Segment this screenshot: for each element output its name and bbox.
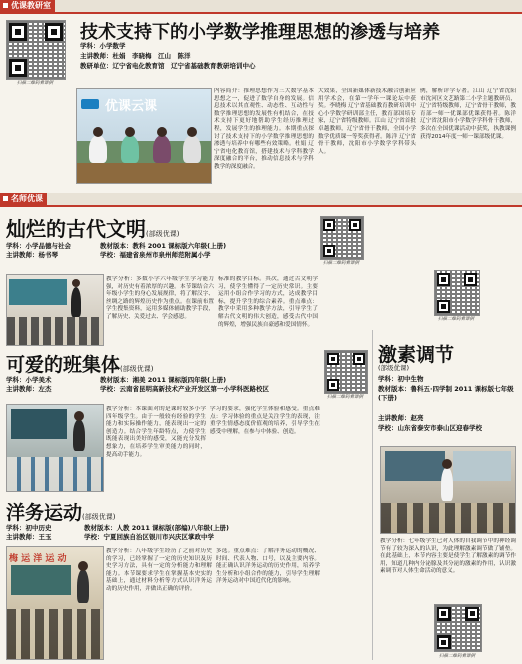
qr-caption: 扫描二维码看课例 [327,395,363,400]
lesson-subject: 学科：小学美术 [6,376,52,384]
video-banner: 优课云课 [105,99,158,114]
lesson-teacher: 主讲教师：左杰 [6,385,52,393]
lesson-title-text: 灿烂的古代文明 [6,217,146,241]
qr-code [434,270,480,316]
lesson-body-4a: 教学分析：七年级学生已对人体的自我调节中的神经调节有了较为深入的认识，为此理解激素调节做了铺垫。在此基础上，本节内容主要是使学生了解激素的调节作用，知道几种内分泌腺及其分泌的激素的作用，认识激素调节对人体生命活动的意义。 [380,538,516,575]
lesson-tag: (部级优课) [146,230,180,238]
lesson-tag: (部级优课) [82,513,116,521]
page-title: 技术支持下的小学数学推理思想的渗透与培养 [80,22,440,43]
lesson-body-1b: 标准的教学目标。其次，通过古文明学习，使学生懂得了一定历史常识。主要运用小组合作学习的方式，达成教学目标，提升学生的综合素养。重点难点：教学中采用多种教学方法，引导学生了解古代文明的伟大创造，感受古代中国的辉煌，增强民族自豪感和爱国情怀。 [218,276,318,328]
column-divider [372,330,373,660]
lesson-photo[interactable] [6,546,104,660]
qr-code [6,20,66,80]
lesson-body-1a: 教学分析：多数小学六年级学生学习能力强，对历史有着浓厚的兴趣。本节课结合六年级小学生的身心发展规律，将了解汉字、丝绸之路的辉煌历史作为重点。在课前布置学生搜集资料，运用多媒体辅助教学手段，了解历史、关爱过去、学会感恩。 [106,276,214,320]
intro-col-2: 大效果，全国新媒体新技术融合创新应用学术会，在第一学年一课论坛中获奖。李晓梅 辽宁省基础教育教研培训中心小学数学研训部主任，教育部国培专家，辽宁省特级教师。江山 辽宁省首批卓越教师，辽宁省骨干教师，全国小学数学优质课一等奖获得者。陈洋 辽宁省骨干教师，沈阳市小学数学学科带头人。 [318,88,416,155]
lesson-teacher: 主讲教师：杨书琴 [6,251,58,259]
lesson-title [6,498,115,525]
lesson-body-2a: 教学分析：本课面对的是课时较多小学四年级学生。由于一般较有经验的学生能力和实际操作能力，能表现出一定的创造力。结合学生年龄特点，力使学生既能表现出美好的感受，又能充分发挥想象力，在培养学生审美能力的同时，提高动手能力。 [106,406,206,458]
lesson-title: 激素调节 [378,344,455,366]
lesson-school: 学校：宁夏回族自治区银川市兴庆区掌政中学 [84,533,214,541]
lesson-edition: 教材版本：教科 2001 课标版六年级(上册) [100,242,227,250]
host-teachers: 主讲教师：杜娟 李晓梅 江山 陈洋 [80,52,191,60]
lesson-title-text: 可爱的班集体 [6,354,121,376]
qr-code [324,350,368,394]
lesson-teacher: 主讲教师：赵亮 [378,414,424,422]
lesson-school: 学校：福建省泉州市泉州师范附属小学 [100,251,211,259]
video-thumbnail[interactable] [76,88,212,184]
lesson-photo[interactable] [380,446,516,534]
lesson-body-3a: 教学分析：八年级学生经历了之前对历史的学习，已经掌握了一定的历史知识及历史学习方法，具有一定的分析能力和理解能力。本节课要求学生在掌握基本史实的基础上，通过材料分析等方式认识洋务运动的历史作用，并做出正确的评价。 [106,548,212,592]
lesson-school: 学校：云南省昆明高新技术产业开发区第一小学科医路校区 [100,385,269,393]
section-label-text: 优课教研室 [11,1,51,10]
lesson-body-3b: 多选。重点难点：了解洋务运动的概况、时间、代表人物、口号，以及主要内容。能正确认识洋务运动的历史作用，培养学生分析和小组合作的能力，引导学生理解洋务运动对中国近代化的影响。 [216,548,320,585]
lesson-subject: 学科：小学品德与社会 [6,242,71,250]
section-label-2 [0,193,47,205]
lesson-title [6,213,179,242]
qr-caption: 扫描二维码看课例 [323,261,359,266]
section-label [0,0,55,12]
lesson-photo[interactable] [6,274,104,346]
section-label-2-text: 名师优课 [11,194,43,203]
lesson-tag: (部级优课) [120,365,154,373]
qr-code [434,604,482,652]
section-header-bar-2 [0,193,522,205]
section-header-bar [0,0,522,12]
divider [0,12,522,14]
lesson-school: 学校：山东省泰安市泰山区迎春学校 [378,424,482,432]
research-unit: 教研单位：辽宁省电化教育馆 辽宁省基础教育教研培训中心 [80,62,256,70]
lesson-edition: 教材版本：人教 2011 课标版(部编)八年级(上册) [84,524,229,532]
lesson-body-2b: 学习的要求，强化学生体验和感受。重点难点：学习体验的重点是关注学生的表现，注重学生情感态度价值观的培养，引导学生在感受中理解，在参与中体验、创造。 [210,406,320,435]
qr-caption: 扫描二维码看课例 [17,81,53,86]
divider [0,205,522,207]
intro-col-3: 例，解析评学专著。江山 辽宁省沈阳市沈河区文艺路第二小学主题教研员，辽宁省特级教师，辽宁省骨干教师，教育部一师一优课部优课获得者。陈洋 辽宁省沈阳市小学数学学科骨干教师，多次在全国优课活动中获奖，执教课例获得2014年度一师一课部级优课。 [420,88,516,140]
qr-caption: 扫描二维码看课例 [439,654,475,659]
qr-code [320,216,364,260]
lesson-edition: 教材版本：湘美 2011 课标版四年级(上册) [100,376,227,384]
lesson-tag: (部级优课) [378,364,410,372]
lesson-title-text: 洋务运动 [6,502,83,524]
lesson-subject: 学科：初中生物 [378,375,424,383]
lesson-edition: 教材版本：鲁科五·四学制 2011 课标版七年级(下册) [378,385,514,402]
board-text: 梅 运 洋 运 动 [9,554,67,564]
qr-caption: 扫描二维码看课例 [438,317,474,322]
lesson-teacher: 主讲教师：王玉 [6,533,52,541]
lesson-photo[interactable] [6,404,104,492]
lesson-subject: 学科：初中历史 [6,524,52,532]
subject: 学科：小学数学 [80,42,126,50]
lesson-title [6,350,153,377]
intro-col-1: 内容简介：推理思想作为三大数学基本思想之一，促进了数学自身的发展。信息技术以其直观性、动态性、互动性与数学推理思想的发展性有机结合，在技术支持下更好地帮助学生经历推理过程，发展学生的推理能力。本期重点探讨了技术支持下的小学数学推理思想的渗透与培养中有哪些有效策略。杜娟 辽宁省电化教育馆，搭建技术与学科教学深度融合的平台，推动信息技术与学科教学的深度融合。 [214,88,314,170]
